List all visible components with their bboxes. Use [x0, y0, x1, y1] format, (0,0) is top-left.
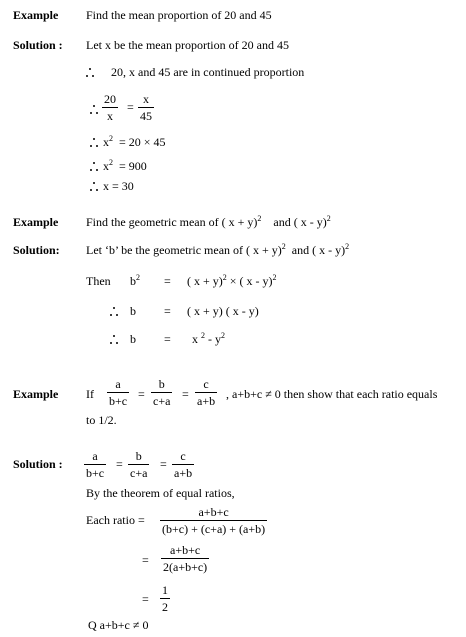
example-1-label: Example: [13, 8, 59, 22]
example-2-label: Example: [13, 215, 59, 229]
b-root-rhs: ( x + y) ( x - y): [187, 304, 259, 318]
example-3-label: Example: [13, 387, 59, 401]
therefore-icon: [90, 162, 98, 172]
b-root: b: [130, 304, 136, 318]
equals-sign: =: [142, 553, 149, 567]
therefore-icon: [90, 138, 98, 148]
equals-sign: =: [164, 304, 171, 318]
step-x-squared-product: $x^2 = 20 \times 45$: [103, 134, 166, 149]
equals-sign: =: [182, 387, 189, 401]
fraction-sum-over-double-sum: $\frac{a+b+c}{2(a+b+c)}$: [163, 543, 208, 574]
fraction-x-over-45: $\frac{x}{45}$: [140, 92, 152, 123]
equals-sign: =: [116, 457, 123, 471]
each-ratio-label: Each ratio =: [86, 513, 145, 527]
example-2-question: Find the geometric mean of ( x + y)$^2$ and ( x - y)$^2$: [86, 214, 331, 229]
solution-3-label: Solution :: [13, 457, 63, 471]
therefore-icon: [110, 335, 118, 345]
equals-sign: =: [160, 457, 167, 471]
fraction-one-half: $\frac{1}{2}$: [162, 583, 168, 614]
fraction-c-over-a-plus-b: $\frac{c}{a+b}$: [174, 449, 193, 480]
fraction-b-over-c-plus-a: $\frac{b}{c+a}$: [130, 449, 148, 480]
fraction-b-over-c-plus-a: $\frac{b}{c+a}$: [153, 377, 171, 408]
equals-sign: =: [127, 100, 134, 114]
b-squared: $b^2$: [130, 273, 140, 288]
b-result: b: [130, 332, 136, 346]
because-line: Q a+b+c ≠ 0: [88, 618, 149, 632]
therefore-icon: [90, 182, 98, 192]
therefore-icon: [86, 68, 94, 78]
example-3-condition: , a+b+c ≠ 0 then show that each ratio equals: [226, 387, 438, 401]
b-result-rhs: x $^2 - y^2$: [192, 331, 225, 346]
fraction-sum-over-pair-sums: $\frac{a+b+c}{(b+c) + (c+a) + (a+b)}$: [162, 505, 266, 536]
therefore-icon: [110, 307, 118, 317]
equals-sign: =: [138, 387, 145, 401]
example-1-question: Find the mean proportion of 20 and 45: [86, 8, 272, 22]
fraction-20-over-x: $\frac{20}{x}$: [104, 92, 116, 123]
equals-sign: =: [164, 274, 171, 288]
then-label: Then: [86, 274, 111, 288]
fraction-a-over-b-plus-c: $\frac{a}{b+c}$: [86, 449, 105, 480]
solution-2-line-1: Let ‘b’ be the geometric mean of ( x + y)$^2$ and ( x - y)$^2$: [86, 242, 350, 257]
solution-2-label: Solution:: [13, 243, 60, 257]
equals-sign: =: [164, 332, 171, 346]
fraction-c-over-a-plus-b: $\frac{c}{a+b}$: [197, 377, 216, 408]
step-x-equals-30: x = 30: [103, 179, 134, 193]
step-x-squared-900: $x^2 = 900$: [103, 158, 147, 173]
therefore-icon: [90, 105, 98, 115]
solution-1-line-2: 20, x and 45 are in continued proportion: [111, 65, 305, 79]
solution-1-label: Solution :: [13, 38, 63, 52]
fraction-a-over-b-plus-c: $\frac{a}{b+c}$: [109, 377, 128, 408]
if-label: If: [86, 387, 94, 401]
b-squared-rhs: ( x + y)$^2$ × ( x - y)$^2$: [187, 273, 277, 288]
theorem-line: By the theorem of equal ratios,: [86, 486, 235, 500]
equals-sign: =: [142, 592, 149, 606]
solution-1-line-1: Let x be the mean proportion of 20 and 45: [86, 38, 289, 52]
example-3-condition-cont: to 1/2.: [86, 413, 117, 427]
